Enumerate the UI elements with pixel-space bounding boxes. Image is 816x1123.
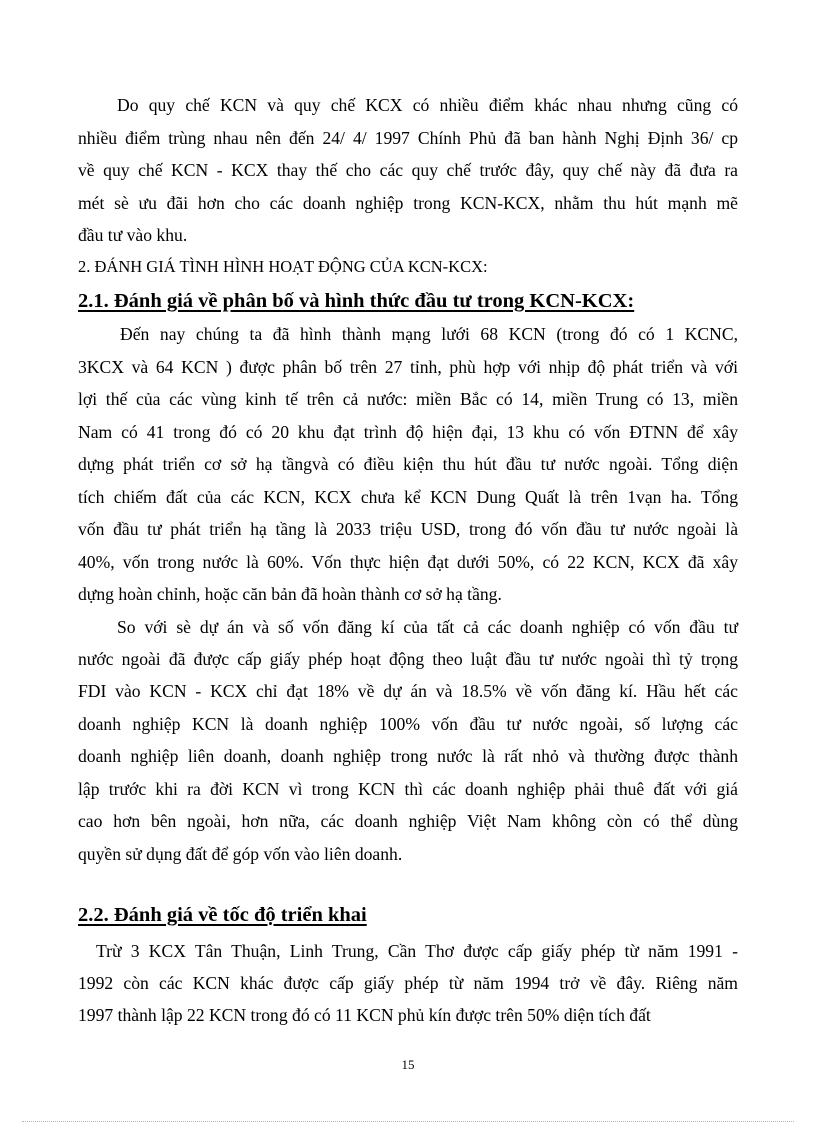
paragraph-1-line: đầu tư vào khu.: [78, 225, 188, 245]
paragraph-2-line: Nam có 41 trong đó có 20 khu đạt trình độ hiện đại, 13 khu có vốn ĐTNN để xây: [78, 422, 738, 442]
paragraph-3-line: quyền sử dụng đất để góp vốn vào liên doanh.: [78, 844, 403, 864]
paragraph-2-line: 3KCX và 64 KCN ) được phân bố trên 27 tỉnh, phù hợp với nhịp độ phát triển và với: [78, 357, 738, 377]
paragraph-2-line: 40%, vốn trong nước là 60%. Vốn thực hiện đạt dưới 50%, có 22 KCN, KCX đã xây: [78, 552, 738, 572]
paragraph-1-line: nhiều điểm trùng nhau nên đến 24/ 4/ 1997 Chính Phủ đã ban hành Nghị Định 36/ cp: [78, 128, 738, 148]
paragraph-1-line: Do quy chế KCN và quy chế KCX có nhiều điểm khác nhau nhưng cũng có: [117, 95, 738, 115]
paragraph-4-line: Trừ 3 KCX Tân Thuận, Linh Trung, Cần Thơ được cấp giấy phép từ năm 1991 -: [96, 941, 738, 961]
paragraph-1-line: về quy chế KCN - KCX thay thế cho các quy chế trước đây, quy chế này đã đưa ra: [78, 160, 738, 180]
paragraph-2-line: vốn đầu tư phát triển hạ tầng là 2033 triệu USD, trong đó vốn đầu tư nước ngoài là: [78, 519, 738, 539]
paragraph-3-line: nước ngoài đã được cấp giấy phép hoạt động theo luật đầu tư nước ngoài thì tỷ trọng: [78, 649, 738, 669]
heading-2-2: 2.2. Đánh giá về tốc độ triển khai: [78, 904, 367, 926]
paragraph-3-line: So với sè dự án và số vốn đăng kí của tất cả các doanh nghiệp có vốn đầu tư: [117, 617, 738, 637]
paragraph-3-line: FDI vào KCN - KCX chỉ đạt 18% về dự án và 18.5% về vốn đăng kí. Hầu hết các: [78, 681, 738, 701]
paragraph-3-line: doanh nghiệp liên doanh, doanh nghiệp trong nước là rất nhỏ và thường được thành: [78, 746, 738, 766]
paragraph-2-line: Đến nay chúng ta đã hình thành mạng lưới 68 KCN (trong đó có 1 KCNC,: [120, 324, 738, 344]
page-number: 15: [401, 1057, 415, 1072]
paragraph-4-line: 1992 còn các KCN khác được cấp giấy phép từ năm 1994 trở về đây. Riêng năm: [78, 973, 738, 993]
paragraph-1-line: mét sè ưu đãi hơn cho các doanh nghiệp trong KCN-KCX, nhằm thu hút mạnh mẽ: [78, 193, 738, 213]
heading-2-1: 2.1. Đánh giá về phân bố và hình thức đầu tư trong KCN-KCX:: [78, 290, 635, 312]
paragraph-4-line: 1997 thành lập 22 KCN trong đó có 11 KCN phủ kín được trên 50% diện tích đất: [78, 1005, 651, 1025]
paragraph-3-line: doanh nghiệp KCN là doanh nghiệp 100% vốn đầu tư nước ngoài, số lượng các: [78, 714, 738, 734]
paragraph-3-line: lập trước khi ra đời KCN vì trong KCN thì các doanh nghiệp phải thuê đất với giá: [78, 779, 738, 799]
section-2-title: 2. ĐÁNH GIÁ TÌNH HÌNH HOẠT ĐỘNG CỦA KCN-KCX:: [78, 257, 488, 276]
paragraph-2-line: tích chiếm đất của các KCN, KCX chưa kể KCN Dung Quất là trên 1vạn ha. Tổng: [78, 487, 738, 507]
paragraph-2-line: dựng hoàn chỉnh, hoặc căn bản đã hoàn thành cơ sở hạ tầng.: [78, 584, 502, 604]
paragraph-2-line: dựng phát triển cơ sở hạ tầngvà có điều kiện thu hút đầu tư nước ngoài. Tổng diện: [78, 454, 738, 474]
paragraph-2-line: lợi thế của các vùng kinh tế trên cả nước: miền Bắc có 14, miền Trung có 13, miền: [78, 389, 738, 409]
paragraph-3-line: cao hơn bên ngoài, hơn nữa, các doanh nghiệp Việt Nam không còn có thể dùng: [78, 811, 738, 831]
page-bottom-border: [22, 1121, 794, 1122]
